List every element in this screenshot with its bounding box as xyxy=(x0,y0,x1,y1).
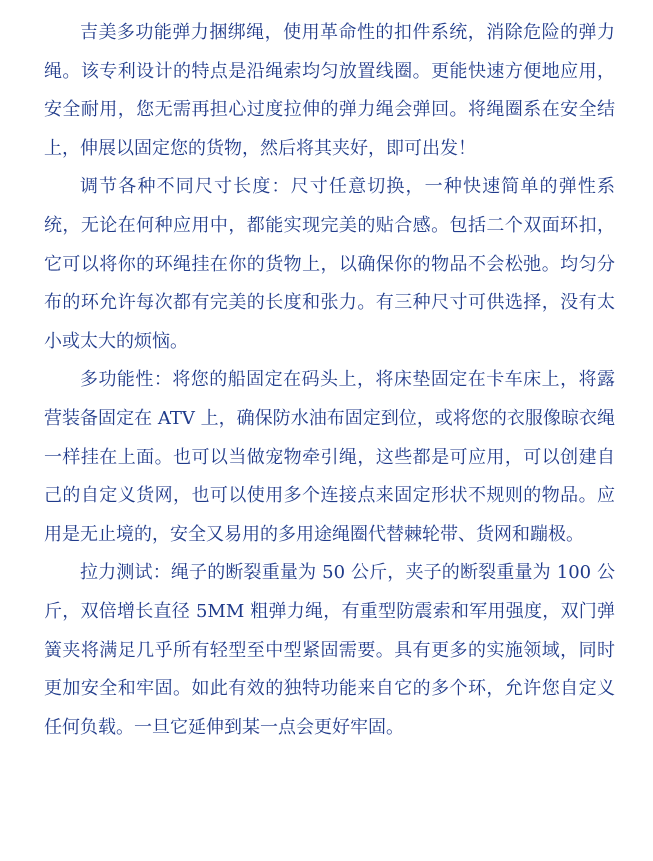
paragraph-size-adjustment: 调节各种不同尺寸长度：尺寸任意切换，一种快速简单的弹性系统，无论在何种应用中，都能实现完美的贴合感。包括二个双面环扣，它可以将你的环绳挂在你的货物上，以确保你的物品不会松弛。均匀分布的环允许每次都有完美的长度和张力。有三种尺寸可供选择，没有太小或太大的烦恼。 xyxy=(44,176,615,352)
paragraph-tension-test: 拉力测试：绳子的断裂重量为 50 公斤，夹子的断裂重量为 100 公斤，双倍增长直径 5MM 粗弹力绳，有重型防震索和军用强度，双门弹簧夹将满足几乎所有轻型至中型紧固需要。具有更多的实施领域，同时更加安全和牢固。如此有效的独特功能来自它的多个环，允许您自定义任何负载。一旦它延伸到某一点会更好牢固。 xyxy=(44,562,615,738)
paragraph-versatility: 多功能性：将您的船固定在码头上，将床垫固定在卡车床上，将露营装备固定在 ATV 上，确保防水油布固定到位，或将您的衣服像晾衣绳一样挂在上面。也可以当做宠物牵引绳，这些都是可应用，可以创建自己的自定义货网，也可以使用多个连接点来固定形状不规则的物品。应用是无止境的，安全又易用的多用途绳圈代替棘轮带、货网和蹦极。 xyxy=(44,369,615,545)
paragraph-intro: 吉美多功能弹力捆绑绳，使用革命性的扣件系统，消除危险的弹力绳。该专利设计的特点是沿绳索均匀放置线圈。更能快速方便地应用，安全耐用，您无需再担心过度拉伸的弹力绳会弹回。将绳圈系在安全结上，伸展以固定您的货物，然后将其夹好，即可出发！ xyxy=(44,22,615,159)
